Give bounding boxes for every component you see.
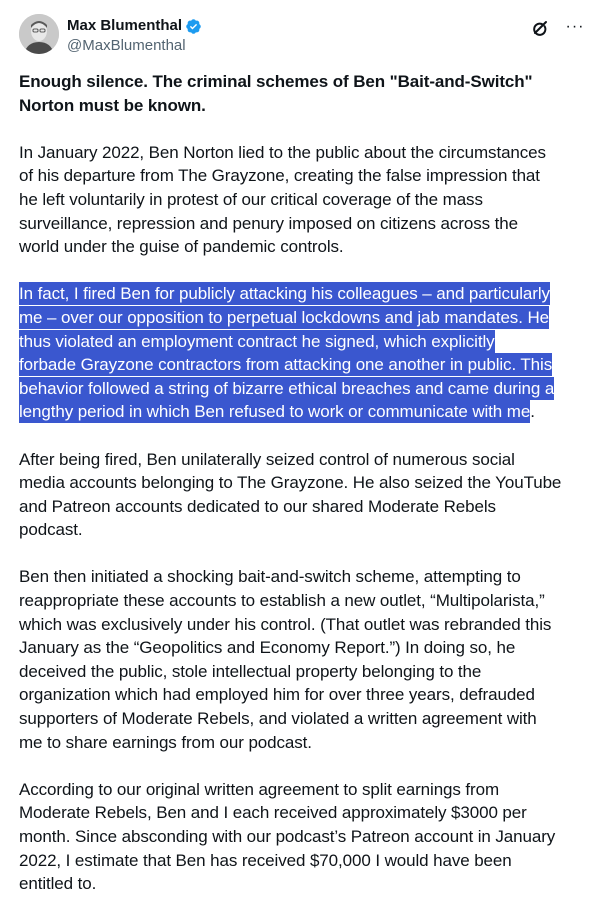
text-line: Ben then initiated a shocking bait-and-switch scheme, attempting to (19, 567, 521, 587)
author-info[interactable] (67, 16, 202, 56)
text-line: organization which had employed him for over three years, defrauded (19, 685, 535, 705)
selected-text-line: lengthy period in which Ben refused to work or communicate with me (19, 402, 531, 422)
text-line: According to our original written agreement to split earnings from (19, 779, 500, 799)
text-line: month. Since absconding with our podcast’s Patreon account in January (19, 827, 556, 846)
text-line: supporters of Moderate Rebels, and violated a written agreement with (19, 709, 537, 729)
text-line: Moderate Rebels, Ben and I each received approximately $3000 per (19, 803, 527, 823)
text-line: Enough silence. The criminal schemes of Ben "Bait-and-Switch" (19, 72, 533, 91)
tweet-text (19, 70, 589, 904)
text-tail: . (530, 402, 535, 422)
avatar-photo (19, 14, 59, 54)
tweet-header (19, 14, 589, 58)
paragraph-5 (19, 778, 589, 896)
author-handle[interactable]: @MaxBlumenthal (67, 37, 186, 54)
paragraph-1 (19, 141, 589, 259)
selected-text-line: thus violated an employment contract he signed, which explicitly (19, 331, 495, 351)
text-line: In January 2022, Ben Norton lied to the public about the circumstances (19, 142, 546, 162)
text-line: and Patreon accounts dedicated to our shared Moderate Rebels (19, 496, 496, 516)
selected-text-line: behavior followed a string of bizarre ethical breaches and came during a (19, 378, 555, 398)
avatar[interactable] (19, 14, 59, 54)
verified-badge-icon[interactable] (185, 18, 202, 35)
text-line: surveillance, repression and penury imposed on citizens across the (19, 213, 518, 233)
paragraph-3 (19, 448, 589, 542)
more-icon[interactable]: ··· (565, 18, 585, 35)
paragraph-4 (19, 565, 589, 754)
text-line: media accounts belonging to The Grayzone. He also seized the YouTube (19, 473, 562, 493)
text-line: January as the “Geopolitics and Economy Report.”) In doing so, he (19, 638, 516, 658)
text-line: he left voluntarily in protest of our critical coverage of the mass (19, 189, 483, 209)
text-line: 2022, I estimate that Ben has received $70,000 I would have been (19, 850, 512, 870)
paragraph-2-selected (19, 282, 589, 424)
tweet-lead (19, 70, 589, 117)
grok-icon[interactable] (531, 18, 551, 38)
selected-text-line: In fact, I fired Ben for publicly attacking his colleagues – and particularly (19, 284, 550, 304)
selected-text-line: me – over our opposition to perpetual lockdowns and jab mandates. He (19, 307, 549, 327)
text-line: After being fired, Ben unilaterally seized control of numerous social (19, 449, 515, 469)
text-line: world under the guise of pandemic controls. (19, 237, 344, 257)
text-line: Norton must be known. (19, 95, 206, 115)
text-line: of his departure from The Grayzone, creating the false impression that (19, 166, 540, 186)
text-line: which was exclusively under his control. (That outlet was rebranded this (19, 614, 552, 634)
selected-text-line: forbade Grayzone contractors from attacking one another in public. This (19, 355, 553, 375)
text-line: deceived the public, stole intellectual property belonging to the (19, 661, 482, 681)
text-line: me to share earnings from our podcast. (19, 732, 312, 752)
text-line: reappropriate these accounts to establish a new outlet, “Multipolarista,” (19, 591, 545, 611)
text-line: entitled to. (19, 874, 97, 894)
text-line: podcast. (19, 520, 83, 540)
author-display-name[interactable]: Max Blumenthal (67, 17, 183, 34)
